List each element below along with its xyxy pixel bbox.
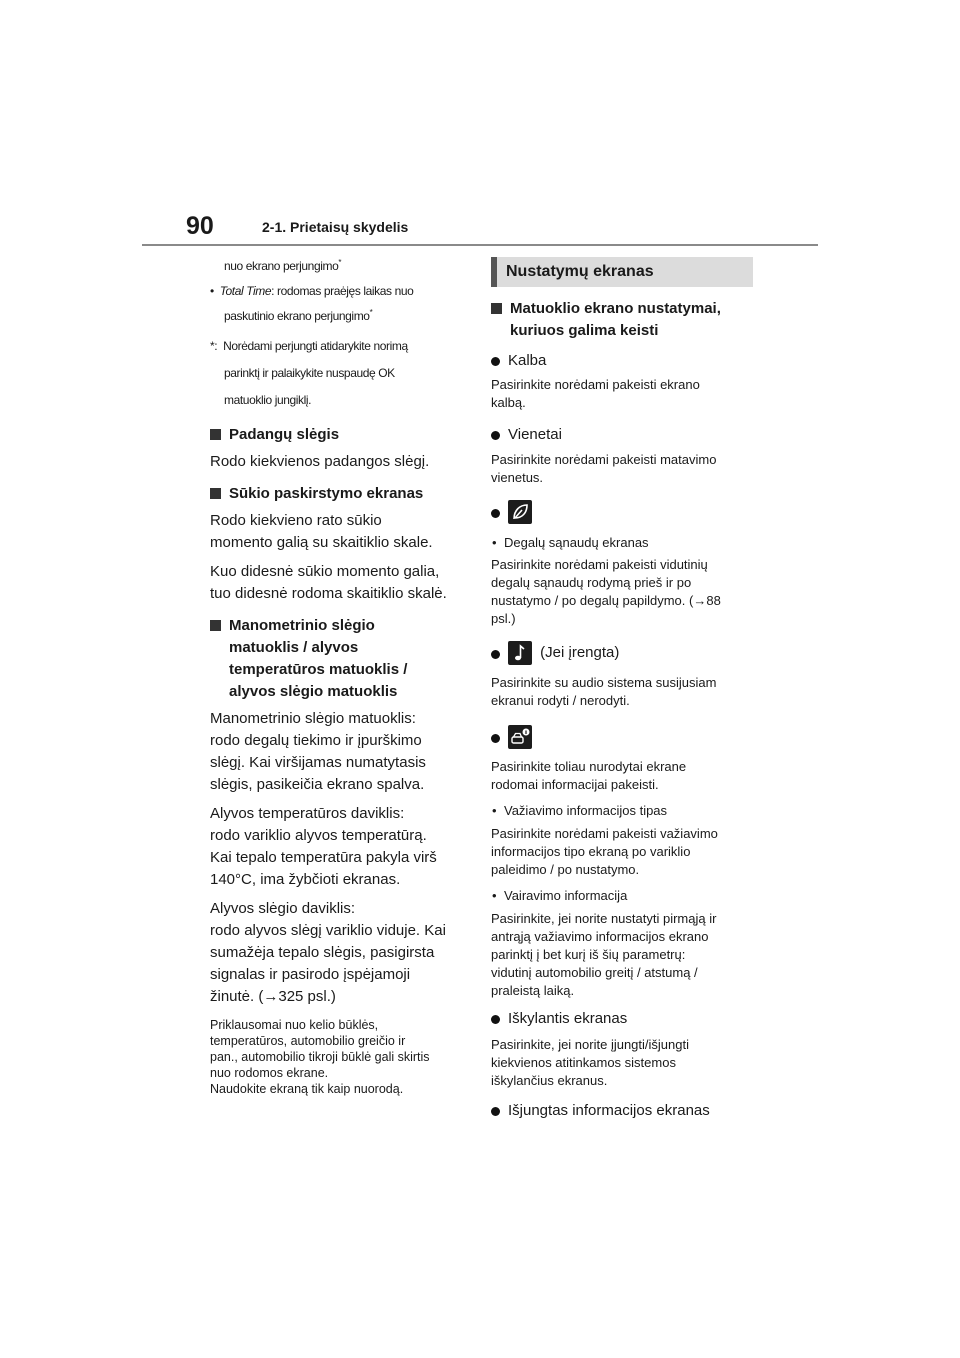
- torque-text: Rodo kiekvieno rato sūkio momento galią su skaitiklio skale.: [210, 512, 433, 551]
- bullet-dot-icon: [491, 650, 500, 659]
- left-column: [210, 252, 472, 1097]
- drive-info-item: [491, 725, 753, 751]
- car-info-icon: [508, 725, 532, 749]
- square-bullet-icon: [210, 488, 221, 499]
- section-title: 2-1. Prietaisų skydelis: [262, 219, 409, 235]
- bullet-dot-icon: [491, 509, 500, 518]
- eco-sub: • Degalų sąnaudų ekranas: [492, 535, 649, 550]
- oil-pressure-text: Alyvos slėgio daviklis: rodo alyvos slėgį variklio viduje. Kai sumažėja tepalo slėgis, pasigirsta signalas ir pasirodo įspėjamoji žinutė. (→325 psl.): [210, 900, 446, 1005]
- bullet-dot-icon: [491, 1015, 500, 1024]
- page-number: 90: [186, 212, 214, 240]
- torque-heading: Sūkio paskirstymo ekranas: [210, 483, 472, 505]
- square-bullet-icon: [491, 303, 502, 314]
- total-time-line-2: paskutinio ekrano perjungimo*: [224, 308, 373, 323]
- continued-line: nuo ekrano perjungimo*: [224, 258, 342, 273]
- eco-item: [491, 500, 753, 526]
- language-item: Kalba: [491, 350, 753, 372]
- tire-pressure-heading: Padangų slėgis: [210, 424, 472, 446]
- drive-sub-1: • Važiavimo informacijos tipas: [492, 803, 668, 818]
- audio-item: (Jei įrengta): [491, 641, 753, 667]
- popup-text: Pasirinkite, jei norite įjungti/išjungti kiekvienos atitinkamos sistemos iškylančius ekranus.: [491, 1037, 689, 1088]
- right-column: [491, 257, 753, 1122]
- boost-gauge-text: Manometrinio slėgio matuoklis: rodo degalų tiekimo ir įpurškimo slėgį. Kai viršijamas numatytasis slėgis, pasikeičia ekrano spalva.: [210, 710, 426, 793]
- total-time-line: • Total Time: rodomas praėjęs laikas nuo: [210, 284, 414, 298]
- drive-sub-2: • Vairavimo informacija: [492, 888, 628, 903]
- drive-sub-2-text: Pasirinkite, jei norite nustatyti pirmąją ir antrąją važiavimo informacijos ekrano parinktį į bet kurį iš šių parametrų: vidutinį automobilio greitį / atstumą / praleistą laiką.: [491, 911, 717, 998]
- caution-note: Priklausomai nuo kelio būklės, temperatūros, automobilio greičio ir pan., automobilio tikroji būklė gali skirtis nuo rodomos ekrane. Naudokite ekraną tik kaip nuorodą.: [210, 1018, 430, 1096]
- audio-text: Pasirinkite su audio sistema susijusiam ekranui rodyti / nerodyti.: [491, 675, 717, 708]
- header-rule: [142, 244, 818, 246]
- bullet-dot-icon: [491, 357, 500, 366]
- oil-temp-text: Alyvos temperatūros daviklis: rodo variklio alyvos temperatūrą. Kai tepalo temperatūra pakyla virš 140°C, ima žybčioti ekranas.: [210, 805, 437, 888]
- gauges-heading: Manometrinio slėgio matuoklis / alyvos temperatūros matuoklis / alyvos slėgio matuoklis: [210, 615, 472, 703]
- settings-box-heading: Nustatymų ekranas: [491, 257, 753, 287]
- language-text: Pasirinkite norėdami pakeisti ekrano kalbą.: [491, 377, 700, 410]
- bullet-dot-icon: [491, 1107, 500, 1116]
- popup-item: Iškylantis ekranas: [491, 1008, 753, 1030]
- bullet-dot-icon: [491, 734, 500, 743]
- eco-leaf-icon: [508, 500, 532, 524]
- drive-sub-1-text: Pasirinkite norėdami pakeisti važiavimo informacijos tipo ekraną po variklio paleidimo / po nustatymo.: [491, 826, 718, 877]
- settings-subheading: Matuoklio ekrano nustatymai, kuriuos galima keisti: [491, 298, 753, 342]
- info-off-item: Išjungtas informacijos ekranas: [491, 1100, 753, 1122]
- music-note-icon: [508, 641, 532, 665]
- bullet-dot-icon: [491, 431, 500, 440]
- tire-pressure-text: Rodo kiekvienos padangos slėgį.: [210, 453, 430, 470]
- eco-text: Pasirinkite norėdami pakeisti vidutinių degalų sąnaudų rodymą prieš ir po nustatymo / po degalų papildymo. (→88 psl.): [491, 557, 721, 626]
- square-bullet-icon: [210, 429, 221, 440]
- footnote: *: Norėdami perjungti atidarykite norimą parinktį ir palaikykite nuspaudę OK matuoklio jungiklį.: [210, 339, 408, 407]
- units-text: Pasirinkite norėdami pakeisti matavimo vienetus.: [491, 452, 717, 485]
- square-bullet-icon: [210, 620, 221, 631]
- units-item: Vienetai: [491, 424, 753, 446]
- drive-info-text: Pasirinkite toliau nurodytai ekrane rodomai informacijai pakeisti.: [491, 759, 687, 792]
- torque-text-2: Kuo didesnė sūkio momento galia, tuo didesnė rodoma skaitiklio skalė.: [210, 563, 447, 602]
